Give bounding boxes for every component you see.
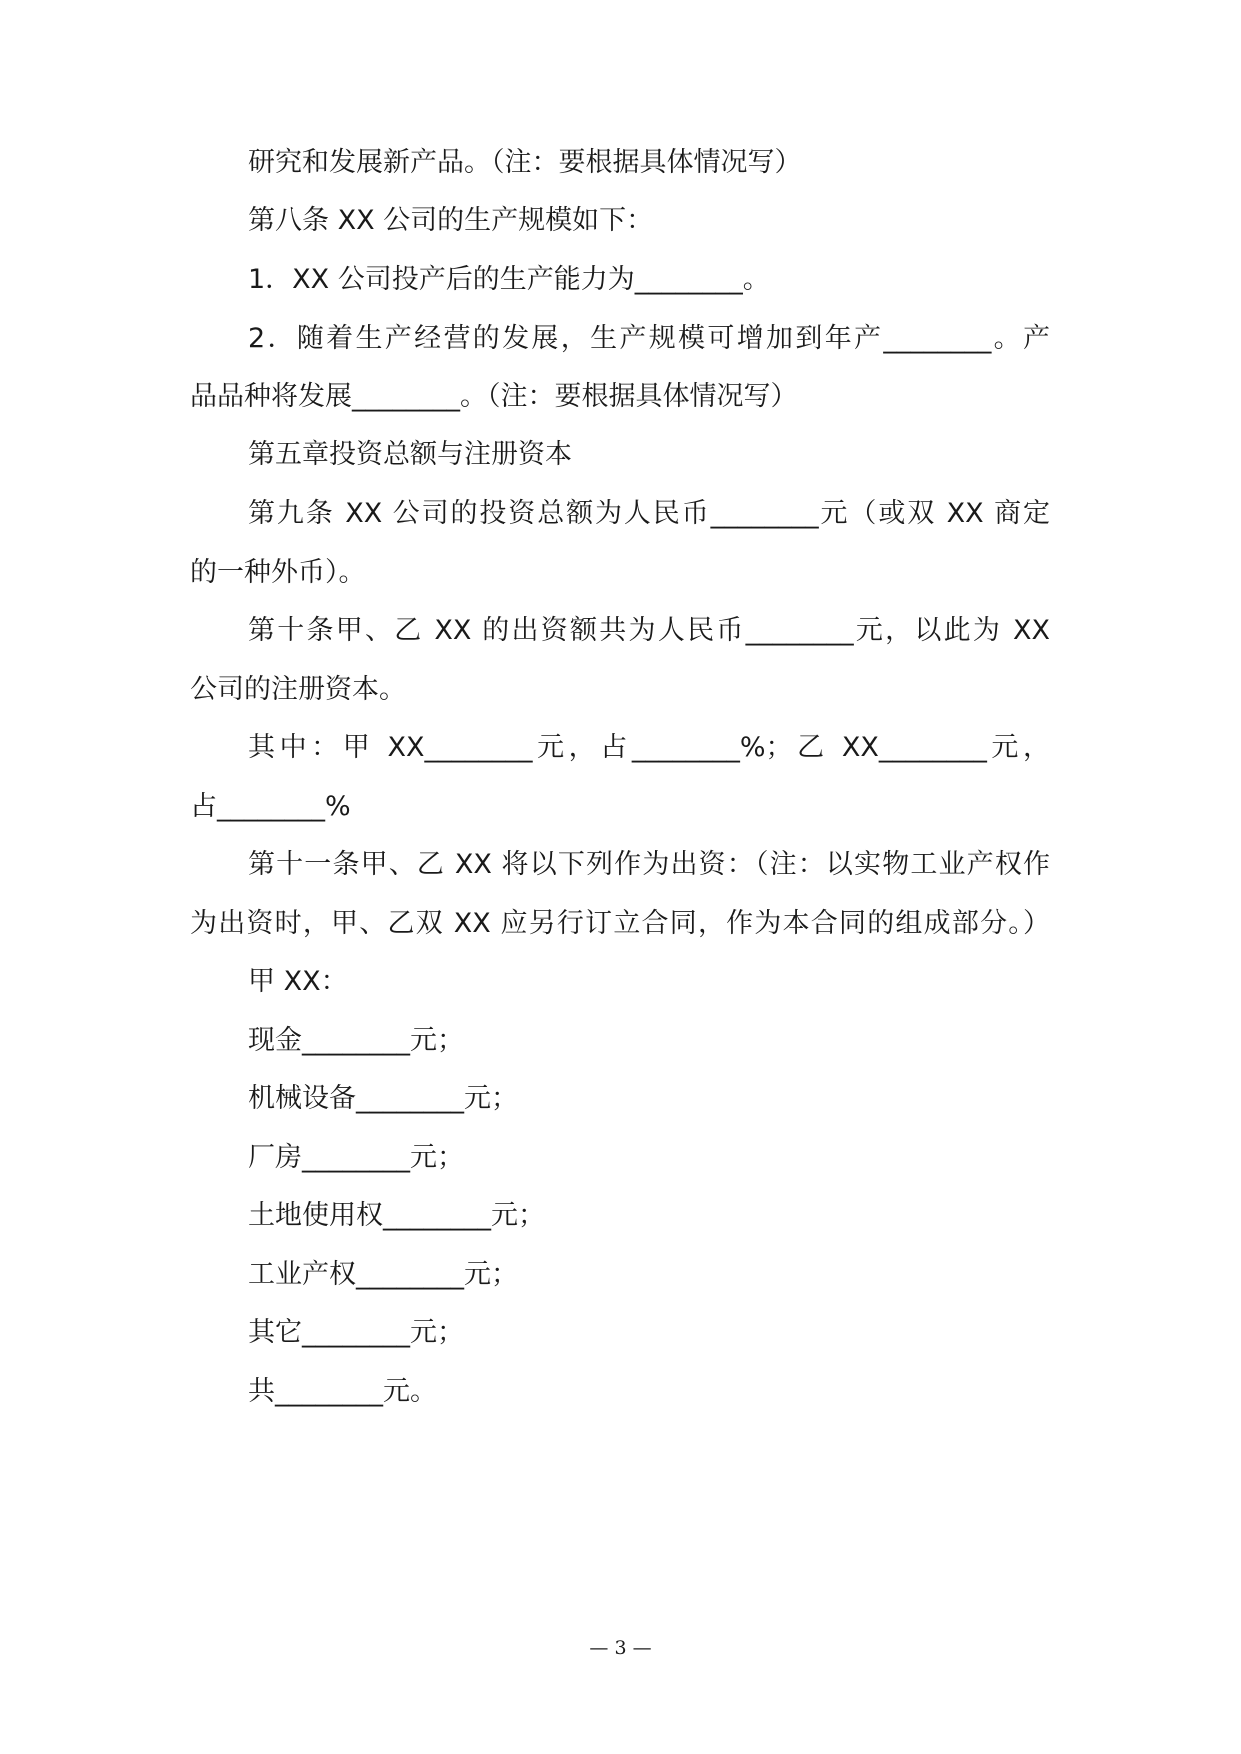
paragraph-line: 品品种将发展________。（注：要根据具体情况写）	[190, 381, 798, 412]
contribution-industrial-property: 工业产权________元；	[248, 1259, 518, 1290]
list-item-1: 1．XX 公司投产后的生产能力为________。	[248, 264, 770, 295]
contribution-total: 共________元。	[248, 1376, 437, 1407]
page-number: — 3 —	[589, 1637, 652, 1659]
paragraph-line: 为出资时，甲、乙双 XX 应另行订立合同，作为本合同的组成部分。）	[190, 908, 1050, 939]
article-11: 第十一条甲、乙 XX 将以下列作为出资：（注：以实物工业产权作	[248, 849, 1050, 880]
article-8-heading: 第八条 XX 公司的生产规模如下：	[248, 205, 654, 236]
party-a-label: 甲 XX：	[248, 966, 348, 997]
contribution-cash: 现金________元；	[248, 1025, 464, 1056]
paragraph-line: 的一种外币）。	[190, 557, 366, 588]
paragraph-line: 研究和发展新产品。（注：要根据具体情况写）	[248, 147, 802, 178]
article-10: 第十条甲、乙 XX 的出资额共为人民币________元，以此为 XX	[248, 615, 1050, 646]
list-item-2: 2．随着生产经营的发展，生产规模可增加到年产________。产	[248, 323, 1050, 354]
contribution-other: 其它________元；	[248, 1317, 464, 1348]
contribution-land-use: 土地使用权________元；	[248, 1200, 545, 1231]
contribution-machinery: 机械设备________元；	[248, 1083, 518, 1114]
article-9: 第九条 XX 公司的投资总额为人民币________元（或双 XX 商定	[248, 498, 1050, 529]
capital-split: 其中：甲 XX________元，占________%；乙 XX________元，	[248, 732, 1050, 763]
contribution-plant: 厂房________元；	[248, 1142, 464, 1173]
chapter-5-heading: 第五章投资总额与注册资本	[248, 439, 572, 470]
paragraph-line: 公司的注册资本。	[190, 674, 406, 705]
paragraph-line: 占________%	[190, 791, 351, 822]
